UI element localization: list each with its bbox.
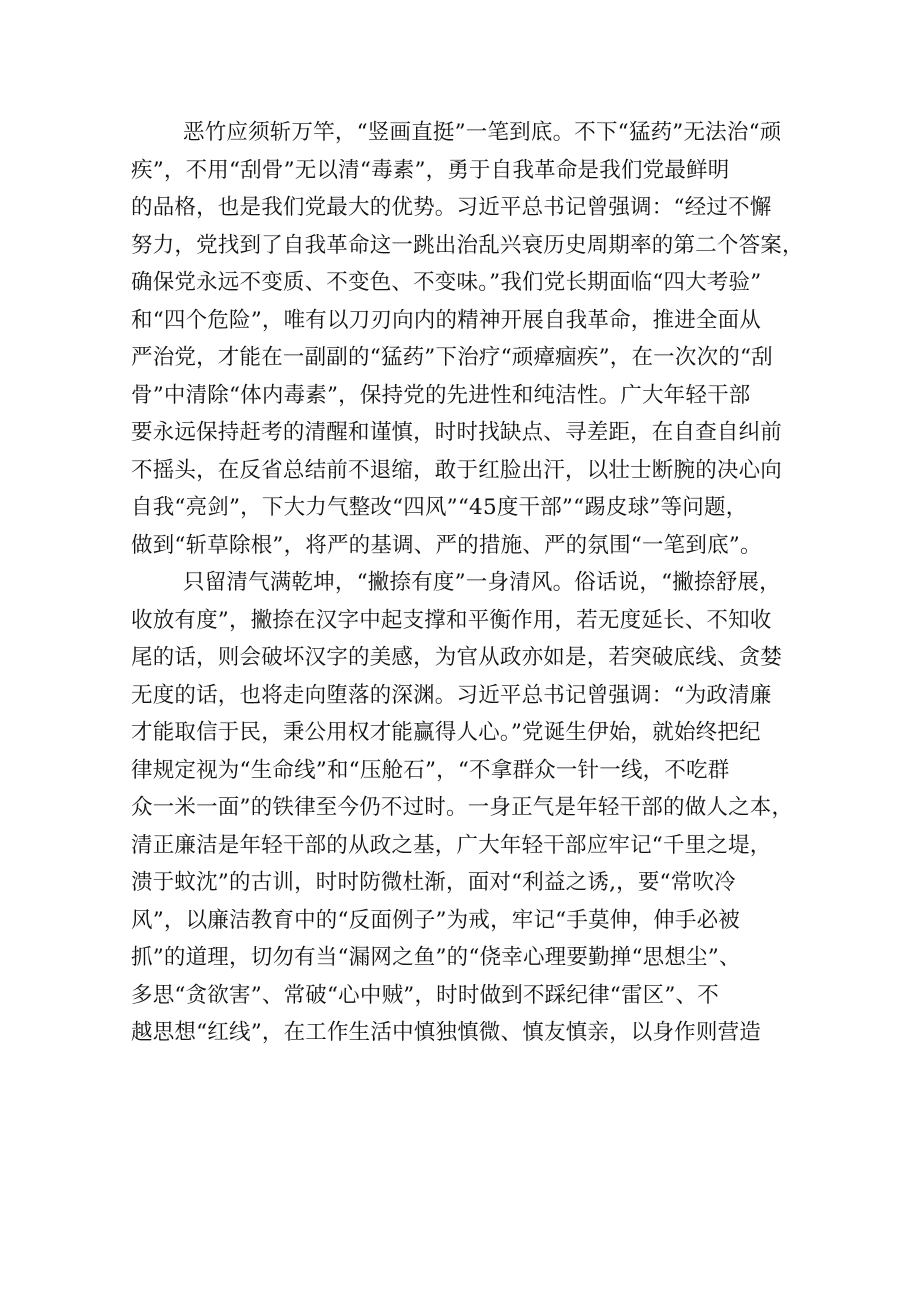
document-body xyxy=(131,114,811,1052)
text-line: 恶竹应须斩万竿，“竖画直挺”一笔到底。不下“猛药”无法治“顽 xyxy=(183,120,782,145)
text-line: 尾的话，则会破坏汉字的美感，为官从政亦如是，若突破底线、贪婪 xyxy=(131,645,783,670)
text-line: 溃于蚊沈”的古训，时时防微杜渐，面对“利益之诱,，要“常吹冷 xyxy=(131,870,736,895)
text-line: 要永远保持赶考的清醒和谨慎，时时找缺点、寻差距，在自查自纠前 xyxy=(131,420,783,445)
text-line: 律规定视为“生命线”和“压舱石”，“不拿群众一针一线，不吃群 xyxy=(131,757,730,783)
text-line: 努力，党找到了自我革命这一跳出治乱兴衰历史周期率的第二个答案， xyxy=(131,232,804,258)
text-line: 多思“贪欲害”、常破“心中贼”，时时做到不踩纪律“雷区”、不 xyxy=(131,982,719,1008)
text-line: 风”，以廉洁教育中的“反面例子”为戒，牢记“手莫伸，伸手必被 xyxy=(131,907,740,933)
text-line: 疾”，不用“刮骨”无以清“毒素”，勇于自我革命是我们党最鲜明 xyxy=(131,157,730,183)
text-line: 确保党永远不变质、不变色、不变味。”我们党长期面临“四大考验” xyxy=(131,270,762,295)
paragraph-1 xyxy=(131,114,811,564)
text-line: 收放有度”，撇捺在汉字中起支撑和平衡作用，若无度延长、不知收 xyxy=(131,607,772,633)
text-line: 只留清气满乾坤，“撇捺有度”一身清风。俗话说，“撇捺舒展， xyxy=(183,570,781,595)
text-line: 越思想“红线”，在工作生活中慎独慎微、慎友慎亲，以身作则营造 xyxy=(131,1020,761,1045)
text-line: 无度的话，也将走向堕落的深渊。习近平总书记曾强调：“为政清廉 xyxy=(131,682,772,708)
text-line: 做到“斩草除根”，将严的基调、严的措施、严的氛围“一笔到底”。 xyxy=(131,532,762,558)
text-line: 才能取信于民，秉公用权才能赢得人心。”党诞生伊始，就始终把纪 xyxy=(131,720,761,745)
text-line: 骨”中清除“体内毒素”，保持党的先进性和纯洁性。广大年轻干部 xyxy=(131,382,751,408)
text-line: 抓”的道理，切勿有当“漏网之鱼”的“侥幸心理要勤掸“思想尘”、 xyxy=(131,945,741,970)
text-line: 的品格，也是我们党最大的优势。习近平总书记曾强调：“经过不懈 xyxy=(131,195,772,220)
paragraph-2 xyxy=(131,564,811,1052)
text-line: 清正廉洁是年轻干部的从政之基，广大年轻干部应牢记“千里之堤， xyxy=(131,832,772,858)
text-line: 和“四个危险”，唯有以刀刃向内的精神开展自我革命，推进全面从 xyxy=(131,307,761,333)
text-line: 自我“亮剑”，下大力气整改“四风”“45度干部”“踢皮球”等问题， xyxy=(131,495,748,520)
text-line: 严治党，才能在一副副的“猛药”下治疗“顽瘴痼疾”，在一次次的“刮 xyxy=(131,345,773,370)
text-line: 众一米一面”的铁律至今仍不过时。一身正气是年轻干部的做人之本， xyxy=(131,795,794,820)
text-line: 不摇头，在反省总结前不退缩，敢于红脸出汗，以壮士断腕的决心向 xyxy=(131,457,783,483)
